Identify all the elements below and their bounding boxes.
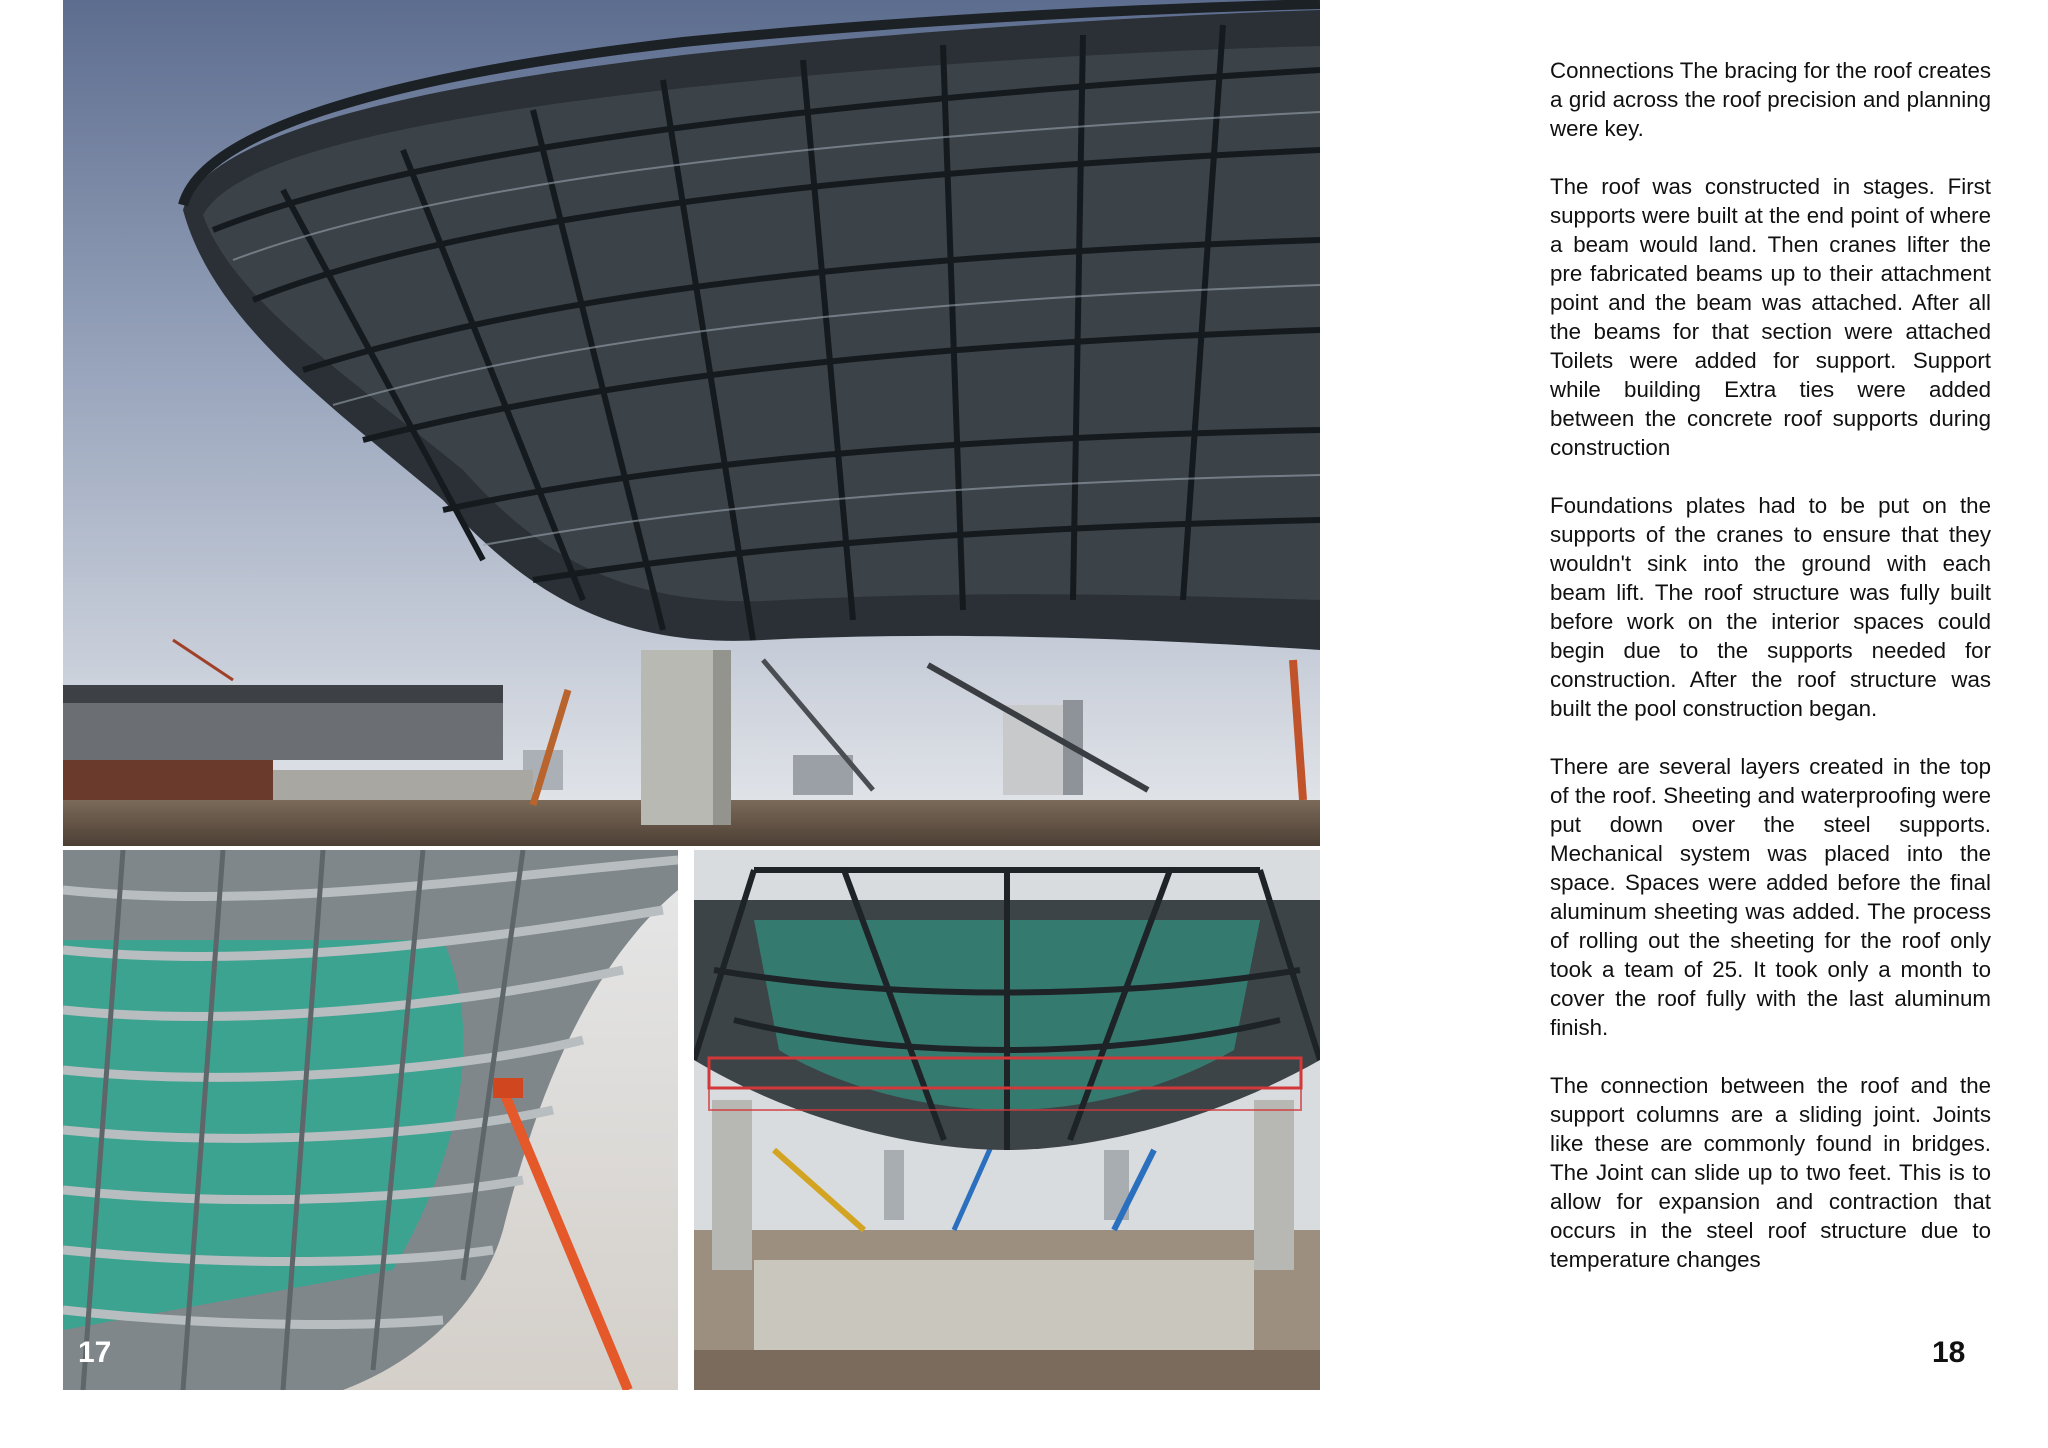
photo-roof-underside-site-graphic xyxy=(694,850,1320,1390)
photo-roof-beams-lift-graphic xyxy=(63,850,678,1390)
photo-roof-beams-lift xyxy=(63,850,678,1390)
page-number-right: 18 xyxy=(1932,1336,1966,1369)
photo-roof-underside-site xyxy=(694,850,1320,1390)
article-text-column xyxy=(1550,56,1991,1303)
photo-roof-framing xyxy=(63,0,1320,846)
photo-roof-framing-graphic xyxy=(63,0,1320,846)
paragraph-foundations: Foundations plates had to be put on the supports of the cranes to ensure that they wouldn't sink into the ground with each beam lift. The roof structure was fully built before work on the interior spaces could begin due to the supports needed for construction. After the roof structure was built the pool construction began. xyxy=(1550,493,1991,721)
paragraph-roof-layers: There are several layers created in the top of the roof. Sheeting and waterproofing were put down over the steel supports. Mechanical system was placed into the space. Spaces were added before the final aluminum sheeting was added. The process of rolling out the sheeting for the roof only took a team of 25. It took only a month to cover the roof fully with the last aluminum finish. xyxy=(1550,754,1991,1040)
paragraph-sliding-joint: The connection between the roof and the support columns are a sliding joint. Joints like these are commonly found in bridges. The Joint can slide up to two feet. This is to allow for expansion and contraction that occurs in the steel roof structure due to temperature changes xyxy=(1550,1073,1991,1272)
page-number-left: 17 xyxy=(78,1336,112,1369)
paragraph-connections: Connections The bracing for the roof creates a grid across the roof precision and planning were key. xyxy=(1550,58,1991,141)
paragraph-construction-stages: The roof was constructed in stages. First supports were built at the end point of where a beam would land. Then cranes lifter the pre fabricated beams up to their attachment point and the beam was attached. After all the beams for that section were attached Toilets were added for support. Support while building Extra ties were added between the concrete roof supports during construction xyxy=(1550,174,1991,460)
